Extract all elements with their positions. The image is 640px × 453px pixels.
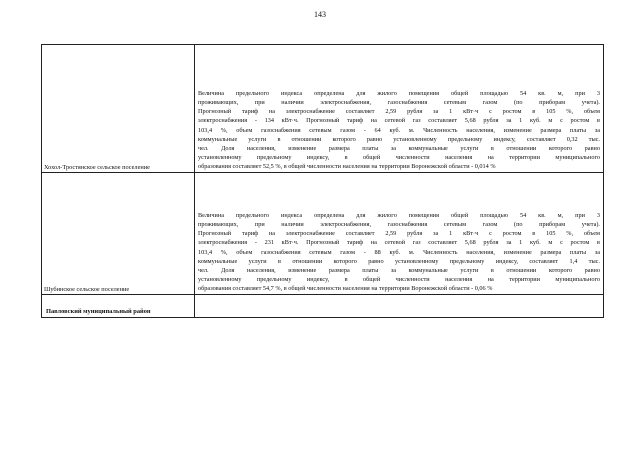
description-line: проживающих, при наличии электроснабжения, газоснабжения сетевым газом (по приборам учета). — [198, 99, 600, 107]
table-row — [42, 45, 604, 173]
index-description — [195, 173, 604, 295]
description-line: электроснабжения - 134 кВт·ч. Прогнозный тариф на сетевой газ составляет 5,68 рубля за 1 куб. м с ростом в — [198, 117, 600, 125]
settlement-name: Шубинское сельское поселение — [42, 173, 195, 295]
settlement-name: Хохол-Тростянское сельское поселение — [42, 45, 195, 173]
description-line: Прогнозный тариф на электроснабжение составляет 2,59 рубля за 1 кВт·ч с ростом в 105 %, объем — [198, 230, 600, 238]
description-line: проживающих, при наличии электроснабжения, газоснабжения сетевым газом (по приборам учета). — [198, 221, 600, 229]
table-row — [42, 295, 604, 318]
description-line: электроснабжения - 231 кВт·ч. Прогнозный тариф на сетевой газ составляет 5,68 рубля за 1 куб. м с ростом в — [198, 239, 600, 247]
description-line: установленному предельному индексу, в общей численности населения на территории муниципального — [198, 275, 600, 283]
description-line: чел. Доля населения, изменение размера платы за коммунальные услуги в отношении которого равно — [198, 144, 600, 152]
table-row — [42, 173, 604, 295]
description-line: образования составляет 54,7 %, в общей численности населения на территории Воронежской области - 0,06 % — [198, 284, 493, 292]
description-line: Величина предельного индекса определена для жилого помещения общей площадью 54 кв. м, при 3 — [198, 212, 600, 220]
description-line: 103,4 %, объем газоснабжения сетевым газом - 64 куб. м. Численность населения, изменение размера платы за — [198, 126, 600, 134]
page-number: 143 — [314, 10, 326, 19]
district-name: Павловский муниципальный район — [42, 295, 195, 318]
empty-cell — [195, 295, 604, 318]
description-line: Прогнозный тариф на электроснабжение составляет 2,59 рубля за 1 кВт·ч с ростом в 105 %, объем — [198, 108, 600, 116]
description-line: образования составляет 52,5 %, в общей численности населения на территории Воронежской области - 0,014 % — [198, 162, 496, 170]
description-line: коммунальные услуги в отношении которого равно установленному предельному индексу, составляет 0,32 тыс. — [198, 135, 600, 143]
index-description — [195, 45, 604, 173]
description-line: установленному предельному индексу, в общей численности населения на территории муниципального — [198, 153, 600, 161]
description-line: 103,4 %, объем газоснабжения сетевым газом - 88 куб. м. Численность населения, изменение размера платы за — [198, 248, 600, 256]
description-line: коммунальные услуги в отношении которого равно установленному предельному индексу, составляет 1,4 тыс. — [198, 257, 600, 265]
description-line: Величина предельного индекса определена для жилого помещения общей площадью 54 кв. м, при 3 — [198, 90, 600, 98]
tariff-index-table — [41, 44, 604, 318]
description-line: чел. Доля населения, изменение размера платы за коммунальные услуги в отношении которого равно — [198, 266, 600, 274]
